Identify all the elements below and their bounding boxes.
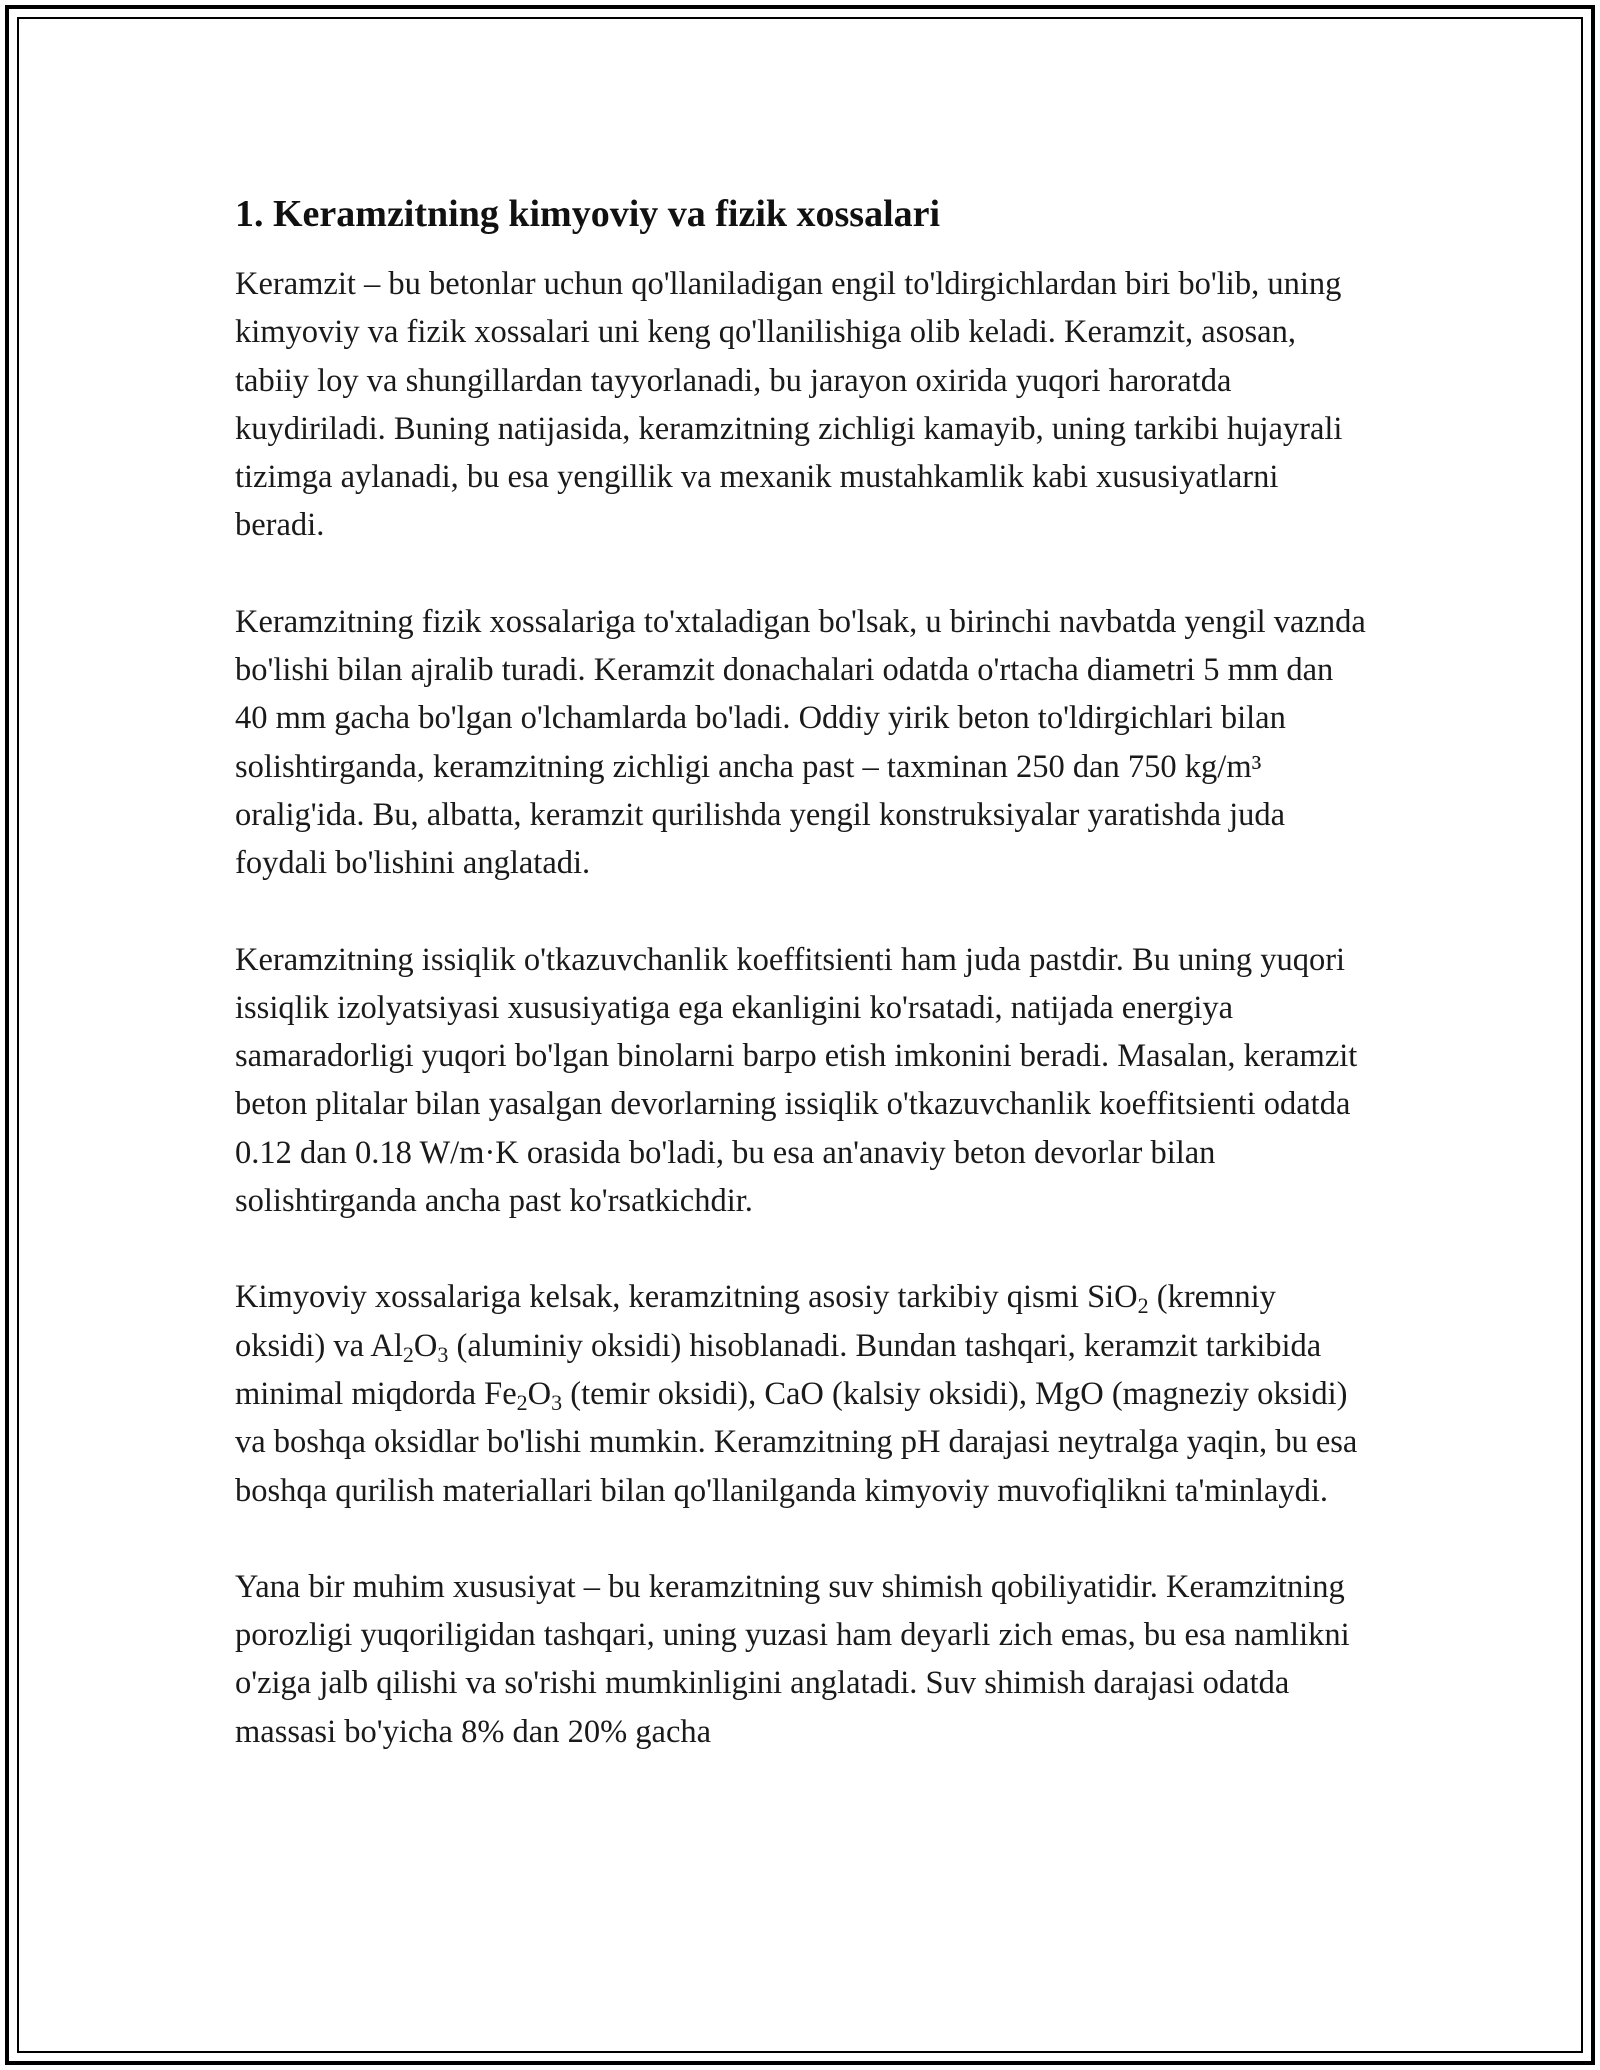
subscript: 3 <box>437 1341 449 1367</box>
text-run: (kremniy oksidi) va Al <box>235 1279 1276 1364</box>
subscript: 2 <box>516 1389 528 1415</box>
document-body <box>235 188 1370 1804</box>
subscript: 2 <box>1137 1293 1149 1319</box>
paragraph-intro: Keramzit – bu betonlar uchun qo'llaniladigan engil to'ldirgichlardan biri bo'lib, uning kimyoviy va fizik xossalari uni keng qo'llanilishiga olib keladi. Keramzit, asosan, tabiiy loy va shungillardan tayyorlanadi, bu jarayon oxirida yuqori haroratda kuydiriladi. Buning natijasida, keramzitning zichligi kamayib, uning tarkibi hujayrali tizimga aylanadi, bu esa yengillik va mexanik mustahkamlik kabi xususiyatlarni beradi. <box>235 266 1343 544</box>
text-run: (aluminiy oksidi) hisoblanadi. Bundan tashqari, keramzit tarkibida minimal miqdorda Fe <box>235 1327 1322 1412</box>
paragraph-water-absorption: Yana bir muhim xususiyat – bu keramzitning suv shimish qobiliyatidir. Keramzitning porozligi yuqoriligidan tashqari, uning yuzasi ham deyarli zich emas, bu esa namlikni o'ziga jalb qilishi va so'rishi mumkinligini anglatadi. Suv shimish darajasi odatda massasi bo'yicha 8% dan 20% gacha <box>235 1568 1350 1750</box>
paragraph-physical-properties: Keramzitning fizik xossalariga to'xtaladigan bo'lsak, u birinchi navbatda yengil vaznda bo'lishi bilan ajralib turadi. Keramzit donachalari odatda o'rtacha diametri 5 mm dan 40 mm gacha bo'lgan o'lchamlarda bo'ladi. Oddiy yirik beton to'ldirgichlari bilan solishtirganda, keramzitning zichligi ancha past – taxminan 250 dan 750 kg/m³ oralig'ida. Bu, albatta, keramzit qurilishda yengil konstruksiyalar yaratishda juda foydali bo'lishini anglatadi. <box>235 603 1366 882</box>
text-run: O <box>413 1327 438 1364</box>
subscript: 2 <box>402 1341 414 1367</box>
section-heading: 1. Keramzitning kimyoviy va fizik xossalari <box>235 193 941 235</box>
paragraph-chemical-properties <box>235 1273 1370 1514</box>
subscript: 3 <box>551 1389 563 1415</box>
paragraph-thermal-conductivity: Keramzitning issiqlik o'tkazuvchanlik koeffitsienti ham juda pastdir. Bu uning yuqori issiqlik izolyatsiyasi xususiyatiga ega ekanligini ko'rsatadi, natijada energiya samaradorligi yuqori bo'lgan binolarni barpo etish imkonini beradi. Masalan, keramzit beton plitalar bilan yasalgan devorlarning issiqlik o'tkazuvchanlik koeffitsienti odatda 0.12 dan 0.18 W/m·K orasida bo'ladi, bu esa an'anaviy beton devorlar bilan solishtirganda ancha past ko'rsatkichdir. <box>235 941 1358 1220</box>
text-run: Kimyoviy xossalariga kelsak, keramzitning asosiy tarkibiy qismi SiO <box>235 1279 1138 1316</box>
text-run: O <box>527 1375 552 1412</box>
text-run: (temir oksidi), CaO (kalsiy oksidi), MgO (magneziy oksidi) va boshqa oksidlar bo'lishi mumkin. Keramzitning pH darajasi neytralga yaqin, bu esa boshqa qurilish materiallari bilan qo'llanilganda kimyoviy muvofiqlikni ta'minlaydi. <box>235 1375 1358 1509</box>
